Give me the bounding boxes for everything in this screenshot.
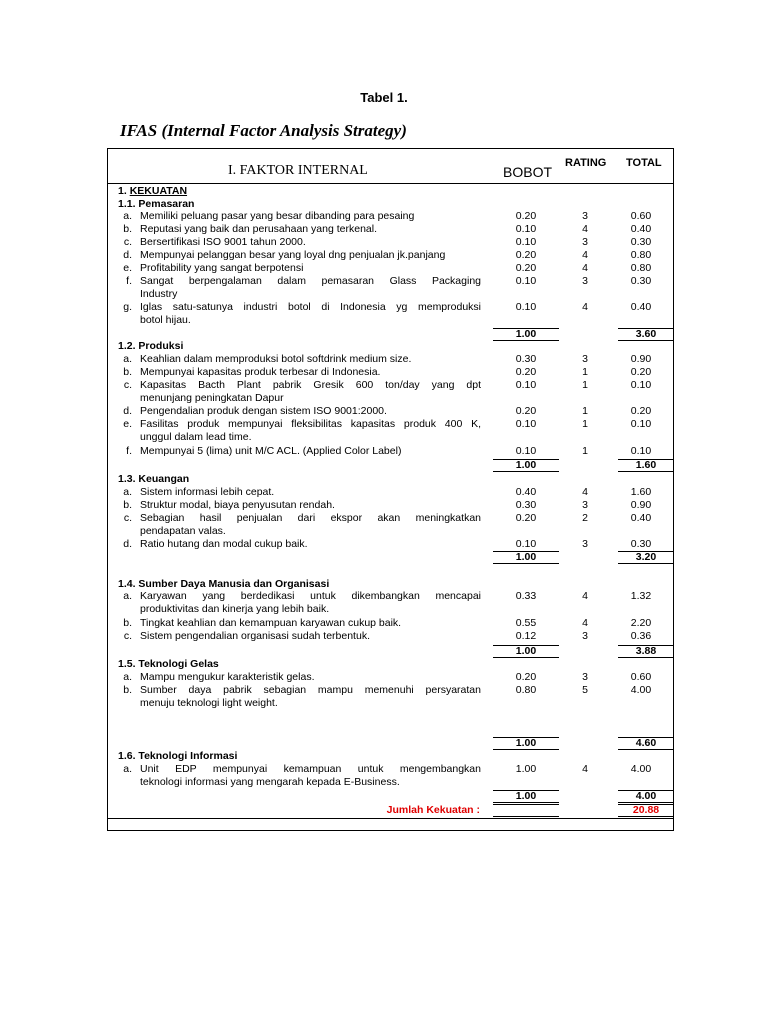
item-bobot: 0.10 [515, 418, 537, 430]
table-row [108, 499, 675, 512]
grand-total-value: 20.88 [618, 804, 674, 817]
item-total: 0.30 [630, 275, 652, 287]
item-total: 0.20 [630, 366, 652, 378]
table-row [108, 617, 675, 630]
item-text: Reputasi yang baik dan perusahaan yang terkenal. [140, 223, 377, 235]
item-letter: c. [123, 630, 132, 642]
item-bobot: 0.33 [515, 590, 537, 602]
subtotal-bobot: 1.00 [493, 645, 559, 658]
subtotal-total: 3.20 [618, 551, 674, 564]
table-row [108, 512, 675, 525]
item-text: Iglas satu-satunya industri botol di Indonesia yg memproduksi [140, 301, 481, 313]
item-text: Unit EDP mempunyai kemampuan untuk mengembangkan [140, 763, 481, 775]
grand-total-bobot-cell [493, 804, 559, 817]
table-row [108, 590, 675, 603]
group-title: 1.6. Teknologi Informasi [118, 750, 238, 762]
item-letter: b. [123, 223, 132, 235]
item-rating: 1 [582, 379, 588, 391]
table-row [108, 538, 675, 551]
item-rating: 3 [582, 353, 588, 365]
item-bobot: 0.10 [515, 236, 537, 248]
group-title: 1.3. Keuangan [118, 473, 190, 485]
item-text: Mampu mengukur karakteristik gelas. [140, 671, 315, 683]
item-total: 0.40 [630, 512, 652, 524]
item-letter: a. [123, 590, 132, 602]
item-total: 0.60 [630, 210, 652, 222]
group-title: 1.4. Sumber Daya Manusia dan Organisasi [118, 578, 330, 590]
table-row [108, 379, 675, 392]
table-row [108, 262, 675, 275]
item-rating: 3 [582, 630, 588, 642]
item-rating: 1 [582, 445, 588, 457]
item-text: Sangat berpengalaman dalam pemasaran Glass Packaging [140, 275, 481, 287]
group-title-row [108, 750, 675, 763]
item-bobot: 0.12 [515, 630, 537, 642]
item-rating: 2 [582, 512, 588, 524]
table-row [108, 603, 675, 616]
item-bobot: 0.20 [515, 249, 537, 261]
item-rating: 4 [582, 763, 588, 775]
item-letter: e. [123, 262, 132, 274]
item-text: botol hijau. [140, 314, 191, 326]
item-rating: 3 [582, 210, 588, 222]
group-title-row [108, 473, 675, 486]
item-text: Mempunyai 5 (lima) unit M/C ACL. (Applied Color Label) [140, 445, 402, 457]
item-rating: 3 [582, 275, 588, 287]
section-number: 1. [118, 185, 130, 197]
subtotal-total: 3.60 [618, 328, 674, 341]
subtotal-total: 4.00 [618, 790, 674, 803]
item-rating: 4 [582, 617, 588, 629]
item-total: 0.10 [630, 418, 652, 430]
table-row [108, 353, 675, 366]
subtotal-total: 3.88 [618, 645, 674, 658]
table-row [108, 486, 675, 499]
item-letter: c. [123, 379, 132, 391]
item-letter: d. [123, 538, 132, 550]
item-text: Karyawan yang berdedikasi untuk dikembangkan mencapai [140, 590, 481, 602]
item-text: Keahlian dalam memproduksi botol softdrink medium size. [140, 353, 412, 365]
subtotal-total: 4.60 [618, 737, 674, 750]
item-text: menuju teknologi light weight. [140, 697, 278, 709]
item-rating: 4 [582, 590, 588, 602]
item-rating: 3 [582, 538, 588, 550]
item-total: 0.20 [630, 405, 652, 417]
table-row [108, 431, 675, 444]
table-row [108, 223, 675, 236]
item-rating: 3 [582, 236, 588, 248]
header-faktor: I. FAKTOR INTERNAL [228, 163, 368, 178]
item-bobot: 0.10 [515, 445, 537, 457]
item-bobot: 0.40 [515, 486, 537, 498]
item-rating: 3 [582, 499, 588, 511]
item-letter: c. [123, 236, 132, 248]
table-row [108, 236, 675, 249]
item-text: Memiliki peluang pasar yang besar dibanding para pesaing [140, 210, 415, 222]
item-rating: 4 [582, 486, 588, 498]
table-row [108, 776, 675, 789]
table-row [108, 210, 675, 223]
table-row [108, 392, 675, 405]
table-row [108, 418, 675, 431]
item-bobot: 0.30 [515, 499, 537, 511]
item-text: Ratio hutang dan modal cukup baik. [140, 538, 308, 550]
item-letter: d. [123, 405, 132, 417]
item-letter: a. [123, 763, 132, 775]
item-total: 0.80 [630, 249, 652, 261]
item-total: 0.36 [630, 630, 652, 642]
item-letter: a. [123, 353, 132, 365]
section-label: KEKUATAN [129, 185, 188, 197]
item-letter: b. [123, 366, 132, 378]
group-title-row [108, 658, 675, 671]
item-letter: f. [126, 445, 132, 457]
subtotal-bobot: 1.00 [493, 459, 559, 472]
item-bobot: 0.80 [515, 684, 537, 696]
item-letter: b. [123, 499, 132, 511]
item-text: teknologi informasi yang mengarah kepada E-Business. [140, 776, 400, 788]
subtotal-bobot: 1.00 [493, 551, 559, 564]
item-text: Sistem informasi lebih cepat. [140, 486, 275, 498]
item-text: Pengendalian produk dengan sistem ISO 9001:2000. [140, 405, 387, 417]
item-text: Tingkat keahlian dan kemampuan karyawan cukup baik. [140, 617, 402, 629]
table-row [108, 697, 675, 710]
item-bobot: 0.10 [515, 275, 537, 287]
item-text: Fasilitas produk mempunyai fleksibilitas kapasitas produk 400 K, [140, 418, 481, 430]
item-letter: f. [126, 275, 132, 287]
item-text: Industry [140, 288, 178, 300]
item-bobot: 0.20 [515, 405, 537, 417]
item-rating: 1 [582, 366, 588, 378]
group-title: 1.2. Produksi [118, 340, 184, 352]
section-heading [108, 185, 675, 198]
item-rating: 5 [582, 684, 588, 696]
table-row [108, 275, 675, 288]
subtotal-row [108, 737, 675, 750]
item-bobot: 0.20 [515, 210, 537, 222]
subtotal-row [108, 645, 675, 658]
subtotal-bobot: 1.00 [493, 790, 559, 803]
table-row [108, 630, 675, 643]
item-bobot: 0.10 [515, 379, 537, 391]
item-total: 0.10 [630, 445, 652, 457]
item-bobot: 0.20 [515, 512, 537, 524]
table-row [108, 314, 675, 327]
item-letter: g. [123, 301, 132, 313]
table-row [108, 684, 675, 697]
table-row [108, 301, 675, 314]
item-letter: e. [123, 418, 132, 430]
group-title-row [108, 340, 675, 353]
item-total: 1.60 [630, 486, 652, 498]
item-letter: d. [123, 249, 132, 261]
item-bobot: 1.00 [515, 763, 537, 775]
subtotal-bobot: 1.00 [493, 737, 559, 750]
item-rating: 4 [582, 223, 588, 235]
page-title: Tabel 1. [360, 90, 408, 105]
grand-total-label: Jumlah Kekuatan : [386, 804, 480, 816]
item-text: Bersertifikasi ISO 9001 tahun 2000. [140, 236, 306, 248]
item-text: Sistem pengendalian organisasi sudah terbentuk. [140, 630, 370, 642]
item-total: 0.40 [630, 301, 652, 313]
item-total: 4.00 [630, 763, 652, 775]
ifas-table [107, 148, 674, 831]
item-total: 0.30 [630, 236, 652, 248]
table-row [108, 445, 675, 458]
item-letter: b. [123, 617, 132, 629]
group-title: 1.5. Teknologi Gelas [118, 658, 219, 670]
table-row [108, 366, 675, 379]
item-bobot: 0.30 [515, 353, 537, 365]
item-bobot: 0.20 [515, 262, 537, 274]
header-total: TOTAL [626, 157, 662, 169]
item-rating: 4 [582, 301, 588, 313]
table-row [108, 671, 675, 684]
table-row [108, 405, 675, 418]
header-divider [108, 183, 673, 184]
item-letter: b. [123, 684, 132, 696]
item-rating: 1 [582, 405, 588, 417]
header-rating: RATING [565, 157, 607, 169]
table-row [108, 288, 675, 301]
item-rating: 1 [582, 418, 588, 430]
table-subtitle: IFAS (Internal Factor Analysis Strategy) [120, 121, 407, 140]
item-total: 2.20 [630, 617, 652, 629]
item-total: 0.90 [630, 353, 652, 365]
subtotal-row [108, 551, 675, 564]
item-rating: 4 [582, 262, 588, 274]
grand-total-row [108, 804, 675, 817]
table-row [108, 525, 675, 538]
subtotal-bobot: 1.00 [493, 328, 559, 341]
item-bobot: 0.55 [515, 617, 537, 629]
item-bobot: 0.10 [515, 301, 537, 313]
item-total: 0.30 [630, 538, 652, 550]
item-text: Kapasitas Bacth Plant pabrik Gresik 600 ton/day yang dpt [140, 379, 481, 391]
item-bobot: 0.10 [515, 538, 537, 550]
table-row [108, 249, 675, 262]
item-rating: 3 [582, 671, 588, 683]
item-total: 0.90 [630, 499, 652, 511]
item-text: Struktur modal, biaya penyusutan rendah. [140, 499, 335, 511]
table-bottom-divider [108, 818, 673, 819]
item-rating: 4 [582, 249, 588, 261]
item-letter: a. [123, 671, 132, 683]
item-total: 4.00 [630, 684, 652, 696]
item-bobot: 0.10 [515, 223, 537, 235]
item-total: 0.80 [630, 262, 652, 274]
subtotal-row [108, 790, 675, 803]
item-total: 1.32 [630, 590, 652, 602]
subtotal-row [108, 459, 675, 472]
item-text: unggul dalam lead time. [140, 431, 252, 443]
item-total: 0.40 [630, 223, 652, 235]
item-total: 0.10 [630, 379, 652, 391]
item-text: menunjang peningkatan Dapur [140, 392, 284, 404]
item-letter: a. [123, 486, 132, 498]
subtotal-total: 1.60 [618, 459, 674, 472]
item-text: produktivitas dan kinerja yang lebih baik. [140, 603, 330, 615]
item-text: Sumber daya pabrik sebagian mampu memenuhi persyaratan [140, 684, 481, 696]
item-text: Mempunyai kapasitas produk terbesar di Indonesia. [140, 366, 381, 378]
item-text: Sebagian hasil penjualan dari ekspor akan meningkatkan [140, 512, 481, 524]
item-bobot: 0.20 [515, 366, 537, 378]
item-text: pendapatan valas. [140, 525, 226, 537]
item-letter: c. [123, 512, 132, 524]
group-title: 1.1. Pemasaran [118, 198, 195, 210]
item-letter: a. [123, 210, 132, 222]
header-bobot: BOBOT [503, 164, 553, 180]
item-text: Mempunyai pelanggan besar yang loyal dng penjualan jk.panjang [140, 249, 446, 261]
item-bobot: 0.20 [515, 671, 537, 683]
item-total: 0.60 [630, 671, 652, 683]
item-text: Profitability yang sangat berpotensi [140, 262, 304, 274]
table-row [108, 763, 675, 776]
